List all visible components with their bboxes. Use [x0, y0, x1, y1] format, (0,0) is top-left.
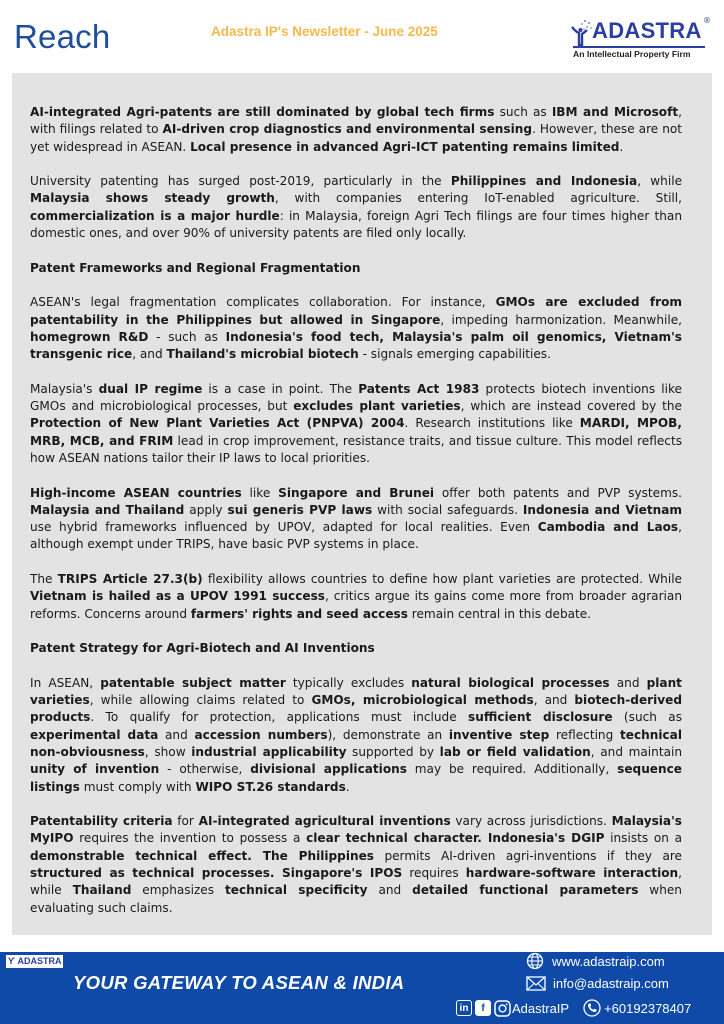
- text-run: insists on a: [604, 831, 682, 846]
- text-run: - signals emerging capabilities.: [358, 347, 551, 362]
- bold-phrase: Local presence in advanced Agri-ICT patenting remains limited: [190, 139, 620, 154]
- article-paragraph: [30, 675, 682, 796]
- text-run: ), demonstrate an: [327, 727, 449, 742]
- bold-phrase: inventive step: [448, 727, 550, 742]
- text-run: The: [30, 572, 58, 587]
- text-run: typically excludes: [285, 675, 412, 690]
- bold-phrase: lab or field validation: [439, 744, 591, 759]
- text-run: - otherwise,: [159, 762, 251, 777]
- bold-phrase: Indonesia and Vietnam: [522, 502, 682, 517]
- text-run: . However, these are not yet widespread in ASEAN.: [30, 122, 683, 154]
- text-run: , with filings related to: [30, 105, 682, 137]
- phone-icon: [583, 999, 601, 1017]
- bold-phrase: clear technical character. Indonesia's DGIP: [306, 831, 605, 846]
- text-run: protects biotech inventions like GMOs and microbiological processes, but: [30, 381, 682, 414]
- section-heading: Patent Strategy for Agri-Biotech and AI Inventions: [30, 641, 375, 656]
- bold-phrase: patentable subject matter: [100, 675, 286, 690]
- footer-logo[interactable]: [6, 955, 63, 968]
- facebook-icon[interactable]: f: [475, 1000, 491, 1016]
- article-paragraph: [30, 813, 682, 917]
- bold-phrase: industrial applicability: [191, 744, 347, 759]
- bold-phrase: Malaysia's MyIPO: [30, 814, 682, 846]
- globe-icon: [526, 952, 544, 970]
- bold-phrase: sequence listings: [30, 762, 682, 794]
- social-row: [456, 999, 691, 1017]
- text-run: , while: [30, 866, 682, 898]
- email-text: info@adastraip.com: [553, 976, 669, 991]
- text-run: , although exempt under TRIPS, have basic PVP systems in place.: [30, 520, 682, 552]
- article-paragraph: [30, 571, 682, 623]
- bold-phrase: Cambodia and Laos: [537, 520, 679, 535]
- article-paragraph: [30, 173, 682, 242]
- article-paragraph: [30, 485, 682, 554]
- text-run: In ASEAN,: [30, 675, 101, 690]
- text-run: like: [241, 485, 279, 500]
- text-run: supported by: [346, 744, 440, 759]
- text-run: with social safeguards.: [372, 502, 523, 517]
- text-run: requires the invention to possess a: [73, 831, 307, 846]
- newsletter-title: Adastra IP's Newsletter - June 2025: [211, 24, 438, 39]
- bold-phrase: technical specificity: [224, 883, 368, 898]
- text-run: use hybrid frameworks influenced by UPOV, adapted for local realities. Even: [30, 520, 538, 535]
- footer-tagline: YOUR GATEWAY TO ASEAN & INDIA: [73, 972, 405, 993]
- star-figure-icon: [570, 18, 594, 48]
- text-run: .: [619, 139, 624, 154]
- text-run: is a case in point. The: [202, 381, 359, 396]
- text-run: - such as: [148, 329, 226, 344]
- bold-phrase: GMOs are excluded from patentability in the Philippines but allowed in Singapore: [30, 295, 682, 327]
- mail-icon: [526, 976, 546, 991]
- text-run: , which are instead covered by the: [460, 399, 682, 414]
- bold-phrase: hardware-software interaction: [465, 866, 679, 881]
- bold-phrase: TRIPS Article 27.3(b): [57, 572, 203, 587]
- text-run: , with companies entering IoT-enabled agriculture. Still,: [274, 191, 683, 206]
- text-run: Malaysia's: [30, 381, 99, 396]
- bold-phrase: Malaysia shows steady growth: [30, 191, 275, 206]
- text-run: remain central in this debate.: [407, 606, 592, 621]
- text-run: , critics argue its gains come more from broader agrarian reforms. Concerns around: [30, 589, 682, 621]
- text-run: reflecting: [549, 727, 620, 742]
- text-run: . To qualify for protection, applications must include: [90, 710, 469, 725]
- bold-phrase: AI-integrated agricultural inventions: [198, 814, 451, 829]
- article-body: [30, 104, 682, 934]
- text-run: , and maintain: [590, 744, 683, 759]
- bold-phrase: AI-driven crop diagnostics and environmental sensing: [162, 122, 533, 137]
- bold-phrase: Singapore and Brunei: [278, 485, 435, 500]
- text-run: when evaluating such claims.: [30, 883, 682, 915]
- logo-divider: [573, 46, 705, 48]
- bold-phrase: unity of invention: [30, 762, 160, 777]
- bold-phrase: demonstrable technical effect. The Philippines: [30, 848, 374, 863]
- bold-phrase: AI-integrated Agri-patents are still dominated by global tech firms: [30, 105, 495, 119]
- bold-phrase: divisional applications: [250, 762, 407, 777]
- text-run: , while: [637, 174, 683, 189]
- article-paragraph: [30, 104, 682, 156]
- text-run: such as: [494, 105, 552, 119]
- bold-phrase: excludes plant varieties: [293, 399, 461, 414]
- text-run: permits AI-driven agri-inventions if they are: [373, 848, 682, 863]
- text-run: vary across jurisdictions.: [450, 814, 612, 829]
- article-paragraph: [30, 294, 682, 363]
- text-run: : in Malaysia, foreign Agri Tech filings are four times higher than domestic ones, and over 90% of university patents are filed only locally.: [30, 208, 683, 241]
- bold-phrase: sui generis PVP laws: [227, 502, 373, 517]
- instagram-icon[interactable]: [494, 1000, 511, 1017]
- text-run: and: [367, 883, 413, 898]
- newsletter-header: [0, 0, 724, 73]
- text-run: for: [172, 814, 199, 829]
- bold-phrase: farmers' rights and seed access: [190, 606, 408, 621]
- text-run: lead in crop improvement, resistance traits, and tissue culture. This model reflects how ASEAN nations tailor their IP laws to local priorities.: [30, 433, 682, 465]
- bold-phrase: High-income ASEAN countries: [30, 485, 242, 500]
- bold-phrase: Protection of New Plant Varieties Act (PNPVA) 2004: [30, 416, 405, 431]
- website-link[interactable]: [526, 952, 665, 970]
- bold-phrase: technical non-obviousness: [30, 727, 682, 759]
- text-run: emphasizes: [131, 883, 225, 898]
- bold-phrase: natural biological processes: [411, 675, 610, 690]
- text-run: flexibility allows countries to define how plant varieties are protected. While: [202, 572, 682, 587]
- newsletter-footer: [0, 950, 724, 1024]
- bold-phrase: commercialization is a major hurdle: [30, 208, 280, 223]
- section-heading: Patent Frameworks and Regional Fragmentation: [30, 260, 361, 275]
- bold-phrase: structured as technical processes. Singapore's IPOS: [30, 866, 403, 881]
- bold-phrase: detailed functional parameters: [412, 883, 639, 898]
- bold-phrase: Malaysia and Thailand: [30, 502, 185, 517]
- bold-phrase: accession numbers: [194, 727, 328, 742]
- text-run: .: [345, 779, 350, 794]
- bold-phrase: Vietnam is hailed as a UPOV 1991 success: [30, 589, 325, 604]
- text-run: ASEAN's legal fragmentation complicates collaboration. For instance,: [30, 295, 496, 310]
- text-run: , and: [132, 347, 167, 362]
- text-run: may be required. Additionally,: [406, 762, 618, 777]
- publication-name: Reach: [14, 18, 111, 55]
- linkedin-icon[interactable]: in: [456, 1000, 472, 1016]
- bold-phrase: Patents Act 1983: [358, 381, 480, 396]
- bold-phrase: sufficient disclosure: [468, 710, 613, 725]
- text-run: University patenting has surged post-2019, particularly in the: [30, 174, 451, 189]
- text-run: offer both patents and PVP systems.: [434, 485, 683, 500]
- text-run: and: [158, 727, 195, 742]
- bold-phrase: experimental data: [30, 727, 159, 742]
- bold-phrase: biotech-derived products: [30, 693, 682, 725]
- text-run: . Research institutions like: [404, 416, 580, 431]
- footer-logo-mark-icon: ϒ: [8, 956, 15, 966]
- social-handle[interactable]: AdastraIP: [512, 1000, 570, 1016]
- registered-mark: ®: [703, 16, 711, 25]
- text-run: (such as: [612, 710, 683, 725]
- text-run: must comply with: [79, 779, 196, 794]
- email-link[interactable]: [526, 976, 669, 991]
- text-run: , while allowing claims related to: [89, 693, 312, 708]
- bold-phrase: plant varieties: [30, 675, 682, 708]
- website-text: www.adastraip.com: [552, 953, 665, 969]
- bold-phrase: Thailand: [72, 883, 132, 898]
- bold-phrase: GMOs, microbiological methods: [311, 693, 534, 708]
- text-run: , and: [533, 693, 575, 708]
- phone-text[interactable]: +60192378407: [604, 1000, 692, 1016]
- bold-phrase: Thailand's microbial biotech: [166, 347, 359, 362]
- logo-tagline: An Intellectual Property Firm: [573, 49, 691, 59]
- bold-phrase: MARDI, MPOB, MRB, MCB, and FRIM: [30, 416, 682, 448]
- logo-wordmark: ADASTRA: [592, 18, 702, 43]
- adastra-logo[interactable]: [570, 16, 710, 62]
- text-run: and: [609, 675, 647, 690]
- text-run: requires: [402, 866, 466, 881]
- bold-phrase: Philippines and Indonesia: [450, 174, 638, 189]
- text-run: , show: [144, 744, 192, 759]
- article-paragraph: [30, 381, 682, 467]
- bold-phrase: Indonesia's food tech, Malaysia's palm oil genomics, Vietnam's transgenic rice: [30, 329, 683, 362]
- bold-phrase: Patentability criteria: [30, 814, 173, 829]
- bold-phrase: homegrown R&D: [30, 329, 149, 344]
- text-run: apply: [184, 502, 228, 517]
- bold-phrase: dual IP regime: [98, 381, 203, 396]
- footer-logo-word: ADASTRA: [17, 956, 62, 966]
- text-run: , impeding harmonization. Meanwhile,: [440, 312, 682, 327]
- bold-phrase: WIPO ST.26 standards: [195, 779, 346, 794]
- bold-phrase: IBM and Microsoft: [551, 105, 679, 119]
